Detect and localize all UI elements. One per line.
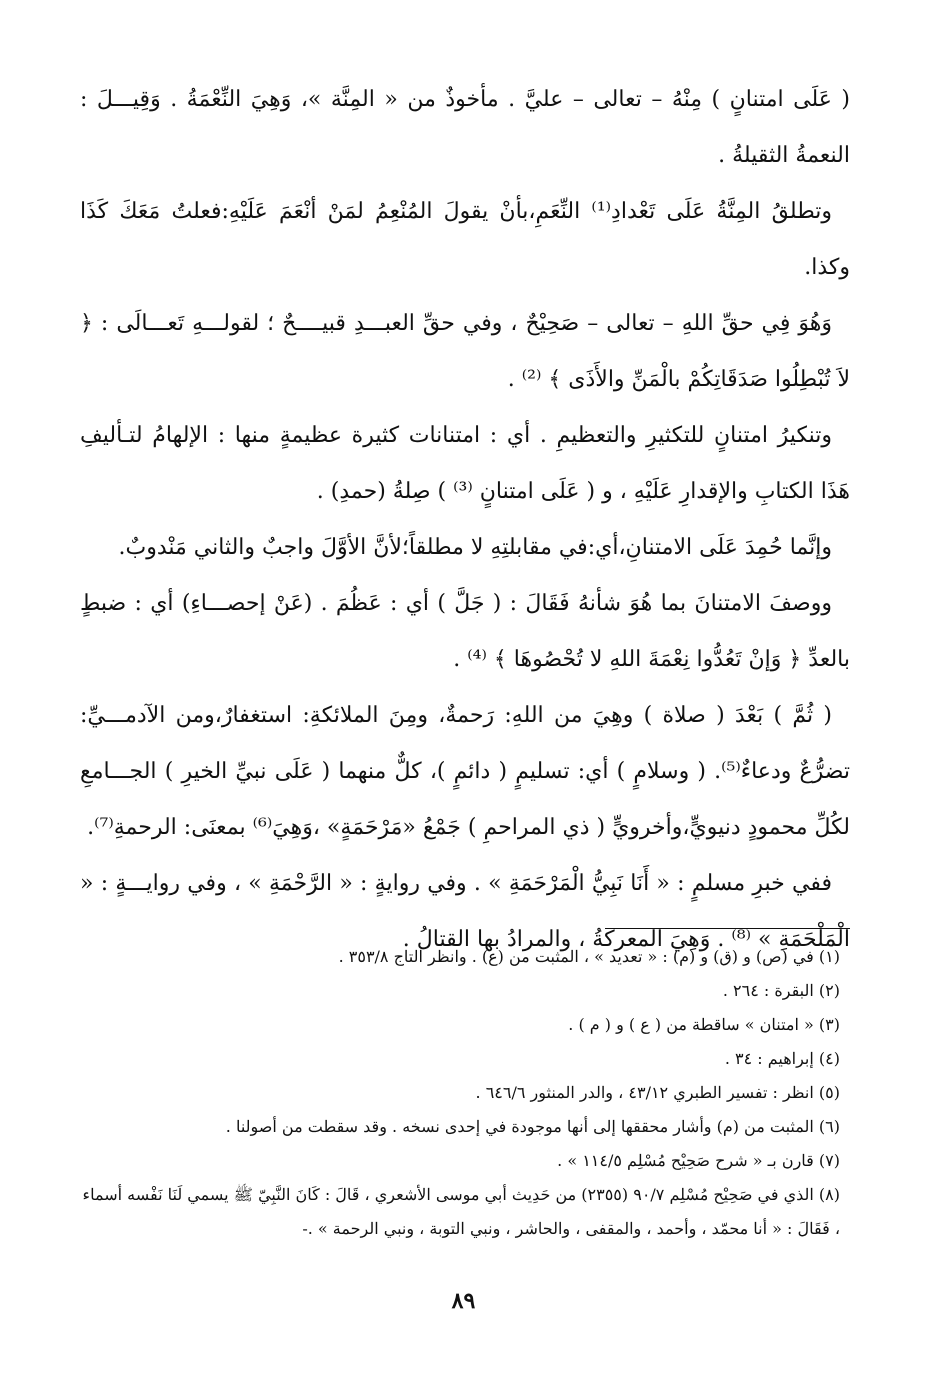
footnote-1: (١) في (ص) و (ق) و (م) : « تعديد » ، المثبت من (ع) . وانظر التاج ٣٥٣/٨ . [338, 947, 840, 966]
paragraph-4: وتنكيرُ امتنانٍ للتكثيرِ والتعظيمِ . أي : امتنانات كثيرة عظيمةٍ منها : الإلهامُ لتـأليفِ هَذَا الكتابِ والإقدارِ عَلَيْهِ ، و ( عَلَى امتنانٍ ⁽³⁾ ) صِلةُ (حمدِ) . [80, 423, 850, 504]
footnote-6: (٦) المثبت من (م) وأشار محققها إلى أنها موجودة في إحدى نسخه . وقد سقطت من أصولنا . [225, 1117, 840, 1136]
paragraph-7: ( ثُمَّ ) بَعْدَ ( صلاة ) وهِيَ من اللهِ: رَحمةٌ، ومِنَ الملائكةِ: استغفارٌ،ومن الآدمـــيِّ: تضرُّعٌ ودعاءٌ⁽⁵⁾. ( وسلامٍ ) أي: تسليمٍ ( دائمٍ )، كلٌّ منهما ( عَلَى نبيِّ الخيرِ ) الجـــامعِ لكُلِّ محمودٍ دنيويٍّ،وأخرويٍّ ( ذي المراحمِ ) جَمْعُ «مَرْحَمَةٍ» ،وَهِيَ⁽⁶⁾ بمعنَى: الرحمةِ⁽⁷⁾. [80, 703, 850, 840]
footnote-separator [605, 928, 850, 929]
page-number: ٨٩ [451, 1288, 476, 1314]
footnote-8: (٨) الذي في صَحِيْح مُسْلِم ٩٠/٧ (٢٣٥٥) من حَدِيث أبي موسى الأشعري ، قَالَ : كَانَ النَّبِيّ ﷺ يسمي لَنَا نَفْسه أسماء ، فَقَالَ : « أنا محمّد ، وأحمد ، والمقفى ، والحاشر ، ونبي التوبة ، ونبي الرحمة » .- [82, 1185, 840, 1238]
footnote-3: (٣) « امتنان » ساقطة من ( ع ) و ( م ) . [568, 1015, 840, 1034]
paragraph-8: ففي خبرِ مسلمٍ : « أَنَا نَبِيُّ الْمَرْحَمَةِ » . وفي روايةٍ : « الرَّحْمَةِ » ، وفي روايـــةٍ : « الْمَلْحَمَةِ » ⁽⁸⁾ . وَهِيَ المعركةُ ، والمرادُ بها القتالُ . [80, 871, 850, 952]
paragraph-1: ( عَلَى امتنانٍ ) مِنْهُ – تعالى – عليَّ . مأخوذٌ من « المِنَّة »، وَهِيَ النِّعْمَةُ . وَقِيـــلَ : النعمةُ الثقيلةُ . [80, 87, 850, 168]
main-text [80, 72, 850, 968]
footnote-7: (٧) قارن بـ « شرح صَحِيْح مُسْلِم ١١٤/٥ » . [557, 1151, 840, 1170]
footnote-5: (٥) انظر : تفسير الطبري ٤٣/١٢ ، والدر المنثور ٦٤٦/٦ . [475, 1083, 840, 1102]
footnote-4: (٤) إبراهيم : ٣٤ . [724, 1049, 840, 1068]
footnotes [80, 940, 840, 1246]
paragraph-5: وإنَّما حُمِدَ عَلَى الامتنانِ،أي:في مقابلتِهِ لا مطلقاً؛لأنَّ الأوَّلَ واجبٌ والثاني مَنْدوبٌ. [118, 535, 832, 560]
paragraph-3: وَهُوَ فِي حقِّ اللهِ – تعالى – صَحِيْحٌ ، وفي حقِّ العبـــدِ قبيــــحٌ ؛ لقولـــهِ تَعـــالَى : ﴿ لاَ تُبْطِلُوا صَدَقَاتِكُمْ بالْمَنِّ والأَذَى ﴾ ⁽²⁾ . [80, 311, 850, 392]
footnote-2: (٢) البقرة : ٢٦٤ . [722, 981, 840, 1000]
paragraph-2: وتطلقُ المِنَّةُ عَلَى تَعْدادِ⁽¹⁾ النِّعَمِ،بأنْ يقولَ المُنْعِمُ لمَنْ أنْعَمَ عَلَيْهِ:فعلتُ مَعَكَ كَذَا وكذا. [80, 199, 850, 280]
paragraph-6: ووصفَ الامتنانَ بما هُوَ شأنهُ فَقَالَ : ( جَلَّ ) أي : عَظُمَ . (عَنْ إحصـــاءِ) أي : ضبطٍ بالعدِّ ﴿ وَإنْ تَعُدُّوا نِعْمَةَ اللهِ لا تُحْصُوهَا ﴾ ⁽⁴⁾ . [80, 591, 850, 672]
